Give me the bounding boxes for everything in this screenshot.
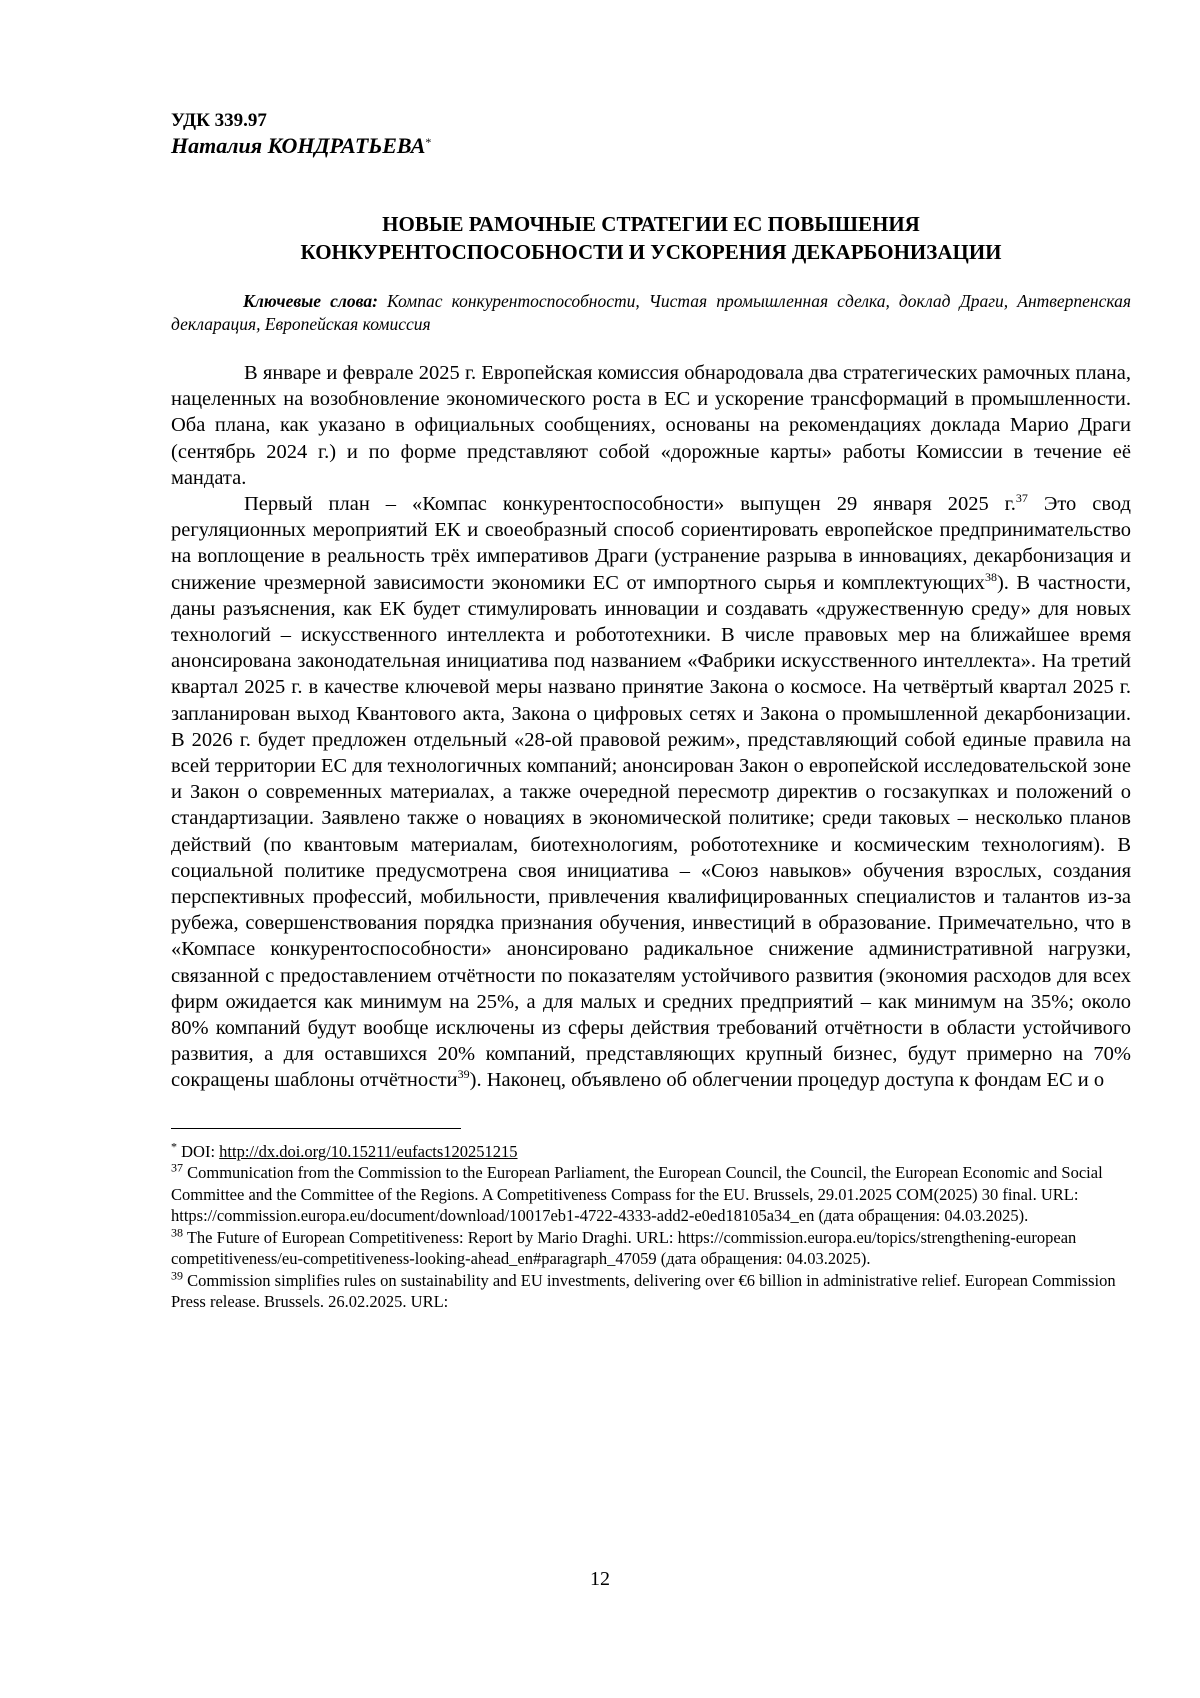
- paragraph-2-part-c: ). В частности, даны разъяснения, как ЕК будет стимулировать инновации и создавать «дружественную среду» для новых технологий – искусственного интеллекта и робототехники. В числе правовых мер на ближайшее время анонсирована законодательная инициатива под названием «Фабрики искусственного интеллекта». На третий квартал 2025 г. в качестве ключевой меры названо принятие Закона о космосе. На четвёртый квартал 2025 г. запланирован выход Квантового акта, Закона о цифровых сетях и Закона о промышленной декарбонизации. В 2026 г. будет предложен отдельный «28-ой правовой режим», представляющий собой единые правила на всей территории ЕС для технологичных компаний; анонсирован Закон о европейской исследовательской зоне и Закон о современных материалах, а также очередной пересмотр директив о госзакупках и положений о стандартизации. Заявлено также о новациях в экономической политике; среди таковых – несколько планов действий (по квантовым материалам, биотехнологиям, робототехнике и космическим технологиям). В социальной политике предусмотрена своя инициатива – «Союз навыков» обучения взрослых, создания перспективных профессий, мобильности, привлечения квалифицированных специалистов и талантов из-за рубежа, совершенствования порядка признания обучения, инвестиций в образование. Примечательно, что в «Компасе конкурентоспособности» анонсировано радикальное снижение административной нагрузки, связанной с предоставлением отчётности по показателям устойчивого развития (экономия расходов для всех фирм ожидается как минимум на 25%, а для малых и средних предприятий – как минимум на 35%; около 80% компаний будут вообще исключены из сферы действия требований отчётности в области устойчивого развития, а для оставшихся 20% компаний, представляющих крупный бизнес, будут примерно на 70% сокращены шаблоны отчётности: [171, 571, 1131, 1092]
- keywords-text: Компас конкурентоспособности, Чистая промышленная сделка, доклад Драги, Антверпенская декларация, Европейская комиссия: [171, 291, 1131, 334]
- article-page: [171, 110, 1131, 1670]
- author-name: [171, 132, 1131, 160]
- footnote-39: [171, 1270, 1131, 1313]
- article-title: [171, 210, 1131, 266]
- footnote-doi: [171, 1141, 1131, 1163]
- footnote-38-text: The Future of European Competitiveness: Report by Mario Draghi. URL: https://commission.europa.eu/topics/strengthening-european competitiveness/eu-competitiveness-looking-ahead_en#paragraph_47059 (дата обращения: 04.03.2025).: [171, 1227, 1077, 1269]
- title-line-2: КОНКУРЕНТОСПОСОБНОСТИ И УСКОРЕНИЯ ДЕКАРБОНИЗАЦИИ: [300, 240, 1002, 264]
- paragraph-2-part-a: Первый план – «Компас конкурентоспособности» выпущен 29 января 2025 г.: [244, 493, 1016, 516]
- paragraph-2-part-b: Это свод регуляционных мероприятий ЕК и своеобразный способ сориентировать европейское предпринимательство на воплощение в реальность трёх императивов Драги (устранение разрыва в инновациях, декарбонизация и снижение чрезмерной зависимости экономики ЕС от импортного сырья и комплектующих: [171, 493, 1131, 594]
- keywords: [171, 290, 1131, 336]
- page-number: 12: [590, 1568, 610, 1590]
- footnote-doi-mark: *: [171, 1139, 177, 1154]
- footnote-separator: [171, 1128, 461, 1129]
- footnote-39-text: Commission simplifies rules on sustainability and EU investments, delivering over €6 billion in administrative relief. European Commission Press release. Brussels. 26.02.2025. URL:: [171, 1270, 1116, 1312]
- doi-link[interactable]: http://dx.doi.org/10.15211/eufacts120251215: [219, 1141, 518, 1161]
- footnote-ref-38[interactable]: 38: [984, 569, 997, 584]
- footnote-37: [171, 1162, 1131, 1227]
- footnotes: [171, 1141, 1131, 1313]
- footnote-doi-label: DOI:: [177, 1141, 220, 1161]
- footnote-37-number: 37: [171, 1160, 183, 1175]
- footnote-39-number: 39: [171, 1268, 183, 1283]
- keywords-label: Ключевые слова:: [243, 291, 378, 311]
- paragraph-1: В январе и феврале 2025 г. Европейская комиссия обнародовала два стратегических рамочных плана, нацеленных на возобновление экономического роста в ЕС и ускорение трансформаций в промышленности. Оба плана, как указано в официальных сообщениях, основаны на рекомендациях доклада Марио Драги (сентябрь 2024 г.) и по форме представляют собой «дорожные карты» работы Комиссии в течение её мандата.: [171, 362, 1131, 489]
- udk-code: УДК 339.97: [171, 110, 267, 131]
- author-name-text: Наталия КОНДРАТЬЕВА: [171, 133, 426, 158]
- title-line-1: НОВЫЕ РАМОЧНЫЕ СТРАТЕГИИ ЕС ПОВЫШЕНИЯ: [382, 212, 920, 236]
- article-body: [171, 360, 1131, 1094]
- footnote-38: [171, 1227, 1131, 1270]
- paragraph-2-part-d: ). Наконец, объявлено об облегчении процедур доступа к фондам ЕС и о: [469, 1069, 1105, 1092]
- paragraph-2: [171, 491, 1131, 1094]
- footnote-37-text: Communication from the Commission to the European Parliament, the European Council, the Council, the European Economic and Social Committee and the Committee of the Regions. A Competitiveness Compass for the EU. Brussels, 29.01.2025 COM(2025) 30 final. URL: https://commission.europa.eu/document/download/10017eb1-4722-4333-add2-e0ed18105a34_en (дата обращения: 04.03.2025).: [171, 1163, 1103, 1226]
- footnote-38-number: 38: [171, 1225, 183, 1240]
- footnote-ref-37[interactable]: 37: [1015, 491, 1028, 506]
- footnote-ref-39[interactable]: 39: [457, 1067, 470, 1082]
- author-footnote-mark: *: [425, 135, 432, 149]
